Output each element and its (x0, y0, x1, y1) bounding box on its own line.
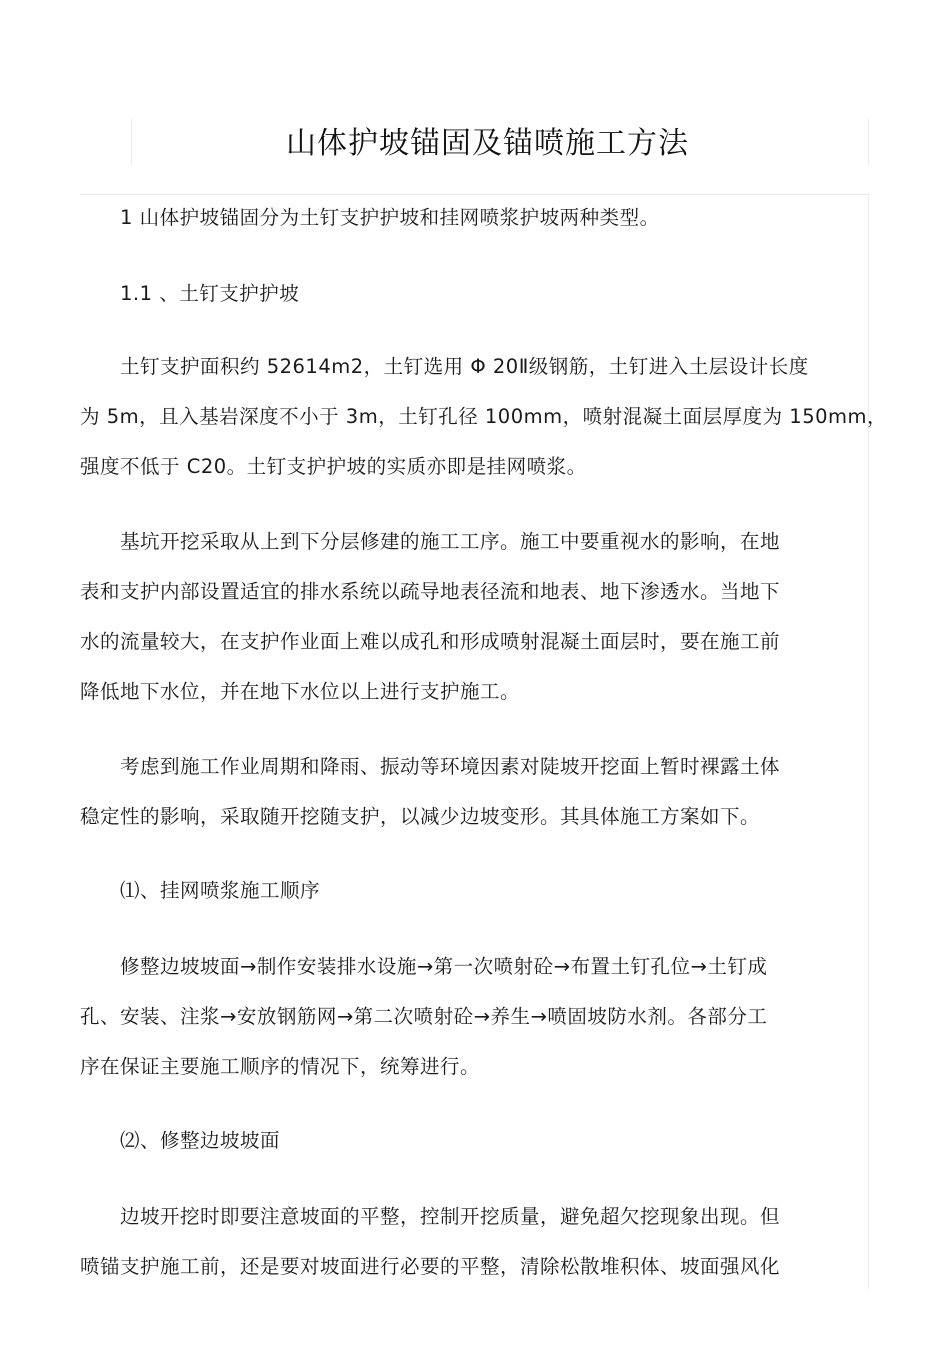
paragraph-line: 为 5m，且入基岩深度不小于 3m，土钉孔径 100mm，喷射混凝土面层厚度为 150mm， (80, 405, 888, 428)
paragraph-line: 修整边坡坡面→制作安装排水设施→第一次喷射砼→布置土钉孔位→土钉成 (120, 955, 768, 978)
paragraph-line: 孔、安装、注浆→安放钢筋网→第二次喷射砼→养生→喷固坡防水剂。各部分工 (80, 1005, 768, 1028)
paragraph-line: 基坑开挖采取从上到下分层修建的施工工序。施工中要重视水的影响，在地 (120, 530, 781, 553)
frame-line-right-body (868, 194, 869, 1289)
paragraph-line: 1 山体护坡锚固分为土钉支护护坡和挂网喷浆护坡两种类型。 (120, 206, 660, 229)
paragraph-line: 喷锚支护施工前，还是要对坡面进行必要的平整，清除松散堆积体、坡面强风化 (80, 1255, 781, 1278)
document-title: 山体护坡锚固及锚喷施工方法 (286, 126, 689, 161)
title-divider (80, 194, 870, 195)
paragraph-line: 边坡开挖时即要注意坡面的平整，控制开挖质量，避免超欠挖现象出现。但 (120, 1205, 781, 1228)
section-heading: ⑵、修整边坡坡面 (120, 1129, 281, 1152)
section-heading: ⑴、挂网喷浆施工顺序 (120, 879, 321, 902)
paragraph-line: 考虑到施工作业周期和降雨、振动等环境因素对陡坡开挖面上暂时裸露土体 (120, 755, 781, 778)
paragraph-line: 土钉支护面积约 52614m2，土钉选用 Φ 20Ⅱ级钢筋，土钉进入土层设计长度 (120, 355, 809, 378)
paragraph-line: 表和支护内部设置适宜的排水系统以疏导地表径流和地表、地下渗透水。当地下 (80, 580, 781, 603)
section-heading: 1.1 、土钉支护护坡 (120, 282, 300, 305)
paragraph-line: 降低地下水位，并在地下水位以上进行支护施工。 (80, 680, 521, 703)
paragraph-line: 水的流量较大，在支护作业面上难以成孔和形成喷射混凝土面层时，要在施工前 (80, 630, 781, 653)
paragraph-line: 强度不低于 C20。土钉支护护坡的实质亦即是挂网喷浆。 (80, 455, 587, 478)
paragraph-line: 稳定性的影响，采取随开挖随支护，以减少边坡变形。其具体施工方案如下。 (80, 805, 761, 828)
paragraph-line: 序在保证主要施工顺序的情况下，统筹进行。 (80, 1055, 481, 1078)
